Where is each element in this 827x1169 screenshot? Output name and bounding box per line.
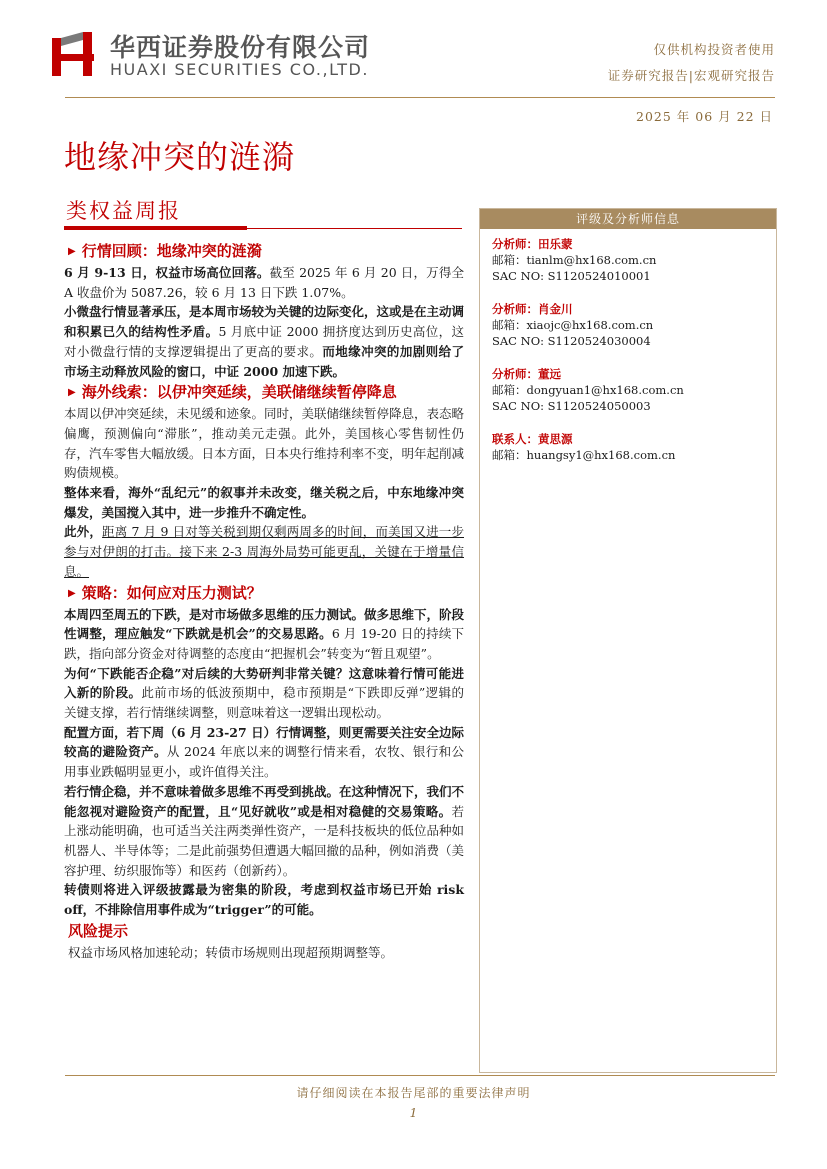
- analyst-email[interactable]: 邮箱：xiaojc@hx168.com.cn: [492, 318, 654, 332]
- report-date: 2025 年 06 月 22 日: [636, 109, 773, 124]
- paragraph: 配置方面，若下周（6 月 23-27 日）行情调整，则更需要关注安全边际较高的避险资产。从 2024 年底以来的调整行情来看，农牧、银行和公用事业跌幅明显更小，或许值得关注。: [64, 724, 464, 780]
- paragraph: 整体来看，海外“乱纪元”的叙事并未改变，继关税之后，中东地缘冲突爆发，美国搅入其中，进一步推升不确定性。: [64, 485, 464, 520]
- subtitle-underline: [64, 226, 247, 230]
- analyst-list: [492, 236, 772, 480]
- report-body: [64, 240, 464, 963]
- analyst-entry: [492, 236, 772, 284]
- footer-divider: [65, 1075, 775, 1076]
- paragraph: 转债则将进入评级披露最为密集的阶段，考虑到权益市场已开始 risk off，不排除信用事件成为“trigger”的可能。: [64, 882, 464, 918]
- analyst-name: 分析师：董远: [492, 367, 561, 381]
- paragraph: 6 月 9-13 日，权益市场高位回落。截至 2025 年 6 月 20 日，万得全 A 收盘价为 5087.26，较 6 月 13 日下跌 1.07%。: [64, 265, 464, 300]
- audience-note: 仅供机构投资者使用: [653, 42, 775, 57]
- triangle-bullet-icon: ▶: [68, 246, 76, 257]
- analyst-email[interactable]: 邮箱：tianlm@hx168.com.cn: [492, 253, 657, 267]
- analyst-name: 分析师：肖金川: [492, 302, 573, 316]
- paragraph: 本周四至周五的下跌，是对市场做多思维的压力测试。做多思维下，阶段性调整，理应触发“下跌就是机会”的交易思路。6 月 19-20 日的持续下跌，指向部分资金对待调整的态度由“把握机会”转变为“暂且观望”。: [64, 606, 465, 661]
- section-heading-strategy: ▶ 策略：如何应对压力测试？: [68, 583, 262, 602]
- analyst-sac: SAC NO: S1120524030004: [492, 334, 651, 348]
- analyst-entry: [492, 301, 772, 349]
- triangle-bullet-icon: ▶: [68, 587, 76, 599]
- contact-name: 联系人：黄思源: [492, 432, 573, 446]
- contact-email[interactable]: 邮箱：huangsy1@hx168.com.cn: [492, 448, 676, 462]
- legal-notice: 请仔细阅读在本报告尾部的重要法律声明: [296, 1086, 531, 1100]
- section-heading-overseas: ▶ 海外线索：以伊冲突延续，美联储继续暂停降息: [68, 383, 397, 402]
- paragraph: 为何“下跌能否企稳”对后续的大势研判非常关键？这意味着行情可能进入新的阶段。此前市场的低波预期中，稳市预期是“下跌即反弹”逻辑的关键支撑，若行情继续调整，则意味着这一逻辑出现松动。: [64, 665, 464, 721]
- report-subtitle: 类权益周报: [66, 199, 181, 223]
- risk-heading: 风险提示: [68, 921, 129, 940]
- report-type: 证券研究报告|宏观研究报告: [607, 68, 775, 83]
- subtitle-rule: [247, 228, 462, 229]
- huaxi-logo-icon: [50, 30, 96, 78]
- page-number: 1: [409, 1106, 418, 1120]
- section-heading-market-review: ▶ 行情回顾：地缘冲突的涟漪: [68, 242, 262, 260]
- company-name-en: HUAXI SECURITIES CO.,LTD.: [110, 60, 369, 79]
- analyst-panel-heading: 评级及分析师信息: [480, 209, 776, 229]
- analyst-entry: [492, 366, 772, 414]
- paragraph: 若行情企稳，并不意味着做多思维不再受到挑战。在这种情况下，我们不能忽视对避险资产的配置，且“见好就收”或是相对稳健的交易策略。若上涨动能明确，也可适当关注两类弹性资产，一是科技板块的低位品种如机器人、半导体等；二是此前强势但遭遇大幅回撤的品种，例如消费（美容护理、纺织服饰等）和医药（创新药）。: [64, 783, 465, 878]
- report-title: 地缘冲突的涟漪: [64, 138, 296, 176]
- triangle-bullet-icon: ▶: [68, 387, 76, 399]
- paragraph: 此外，距离 7 月 9 日对等关税到期仅剩两周多的时间，而美国又进一步参与对伊朗的打击。接下来 2-3 周海外局势可能更乱，关键在于增量信息。: [64, 524, 464, 579]
- company-name-cn: 华西证券股份有限公司: [110, 33, 371, 62]
- analyst-sac: SAC NO: S1120524010001: [492, 269, 651, 283]
- paragraph: 本周以伊冲突延续，未见缓和迹象。同时，美联储继续暂停降息，表态略偏鹰，预测偏向“滞胀”，推动美元走强。此外，美国核心零售韧性仍存，汽车零售大幅放缓。日本方面，日本央行维持利率不变，明年起削减购债规模。: [64, 406, 465, 481]
- header-divider: [65, 97, 775, 98]
- risk-text: 权益市场风格加速轮动；转债市场规则出现超预期调整等。: [68, 944, 394, 960]
- analyst-email[interactable]: 邮箱：dongyuan1@hx168.com.cn: [492, 383, 684, 397]
- paragraph: 小微盘行情显著承压，是本周市场较为关键的边际变化，这或是在主动调和积累已久的结构性矛盾。5 月底中证 2000 拥挤度达到历史高位，这对小微盘行情的支撑逻辑提出了更高的要求。而地缘冲突的加剧则给了市场主动释放风险的窗口，中证 2000 加速下跌。: [64, 304, 465, 379]
- analyst-name: 分析师：田乐蒙: [492, 237, 573, 251]
- analyst-sac: SAC NO: S1120524050003: [492, 399, 651, 413]
- contact-entry: [492, 431, 772, 463]
